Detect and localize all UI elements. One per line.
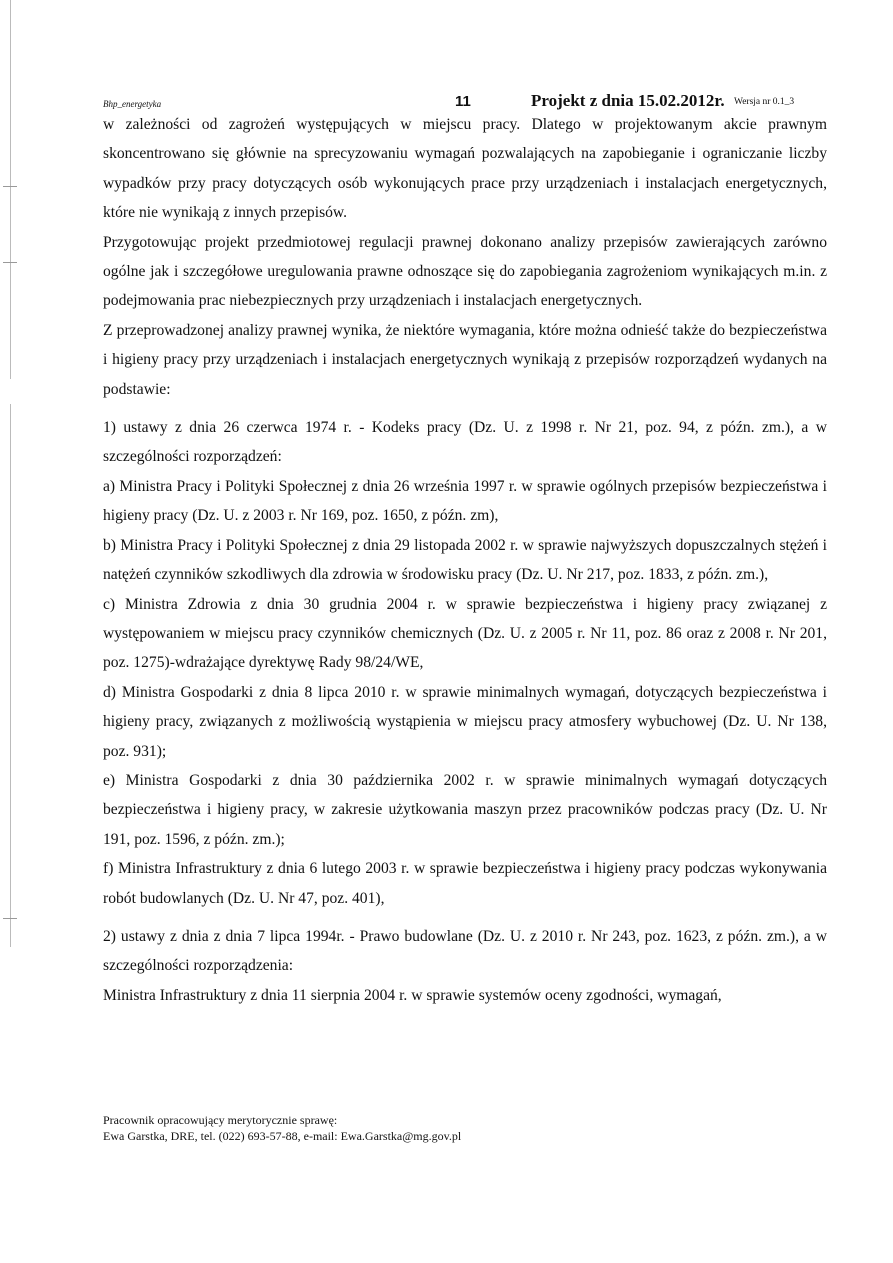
list-item: b) Ministra Pracy i Polityki Społecznej z dnia 29 listopada 2002 r. w sprawie najwyższych dopuszczalnych stężeń i natężeń czynników szkodliwych dla zdrowia w środowisku pracy (Dz. U. Nr 217, poz. 1833, z późn. zm.), — [103, 536, 827, 584]
list-item: d) Ministra Gospodarki z dnia 8 lipca 2010 r. w sprawie minimalnych wymagań, dotyczących bezpieczeństwa i higieny pracy, związanych z możliwością wystąpienia w miejscu pracy atmosfery wybuchowej (Dz. U. Nr 138, poz. 931); — [103, 683, 827, 760]
paragraph: Ministra Infrastruktury z dnia 11 sierpnia 2004 r. w sprawie systemów oceny zgodności, wymagań, — [103, 986, 722, 1004]
paragraph: w zależności od zagrożeń występujących w miejscu pracy. Dlatego w projektowanym akcie prawnym skoncentrowano się głównie na sprecyzowaniu wymagań pozwalających na zapobieganie i ograniczanie liczby wypadków przy pracy dotyczących osób wykonujących prace przy urządzeniach i instalacjach energetycznych, które nie wynikają z innych przepisów. — [103, 116, 827, 222]
list-item: 1) ustawy z dnia 26 czerwca 1974 r. - Kodeks pracy (Dz. U. z 1998 r. Nr 21, poz. 94, z późn. zm.), a w szczególności rozporządzeń: — [103, 419, 827, 466]
list-item: c) Ministra Zdrowia z dnia 30 grudnia 2004 r. w sprawie bezpieczeństwa i higieny pracy związanej z występowaniem w miejscu pracy czynników chemicznych (Dz. U. z 2005 r. Nr 11, poz. 86 oraz z 2008 r. Nr 201, poz. 1275)-wdrażające dyrektywę Rady 98/24/WE, — [103, 595, 827, 672]
page-header — [103, 93, 823, 111]
list-item: a) Ministra Pracy i Polityki Społecznej z dnia 26 września 1997 r. w sprawie ogólnych przepisów bezpieczeństwa i higieny pracy (Dz. U. z 2003 r. Nr 169, poz. 1650, z późn. zm), — [103, 477, 827, 525]
margin-tick — [3, 262, 17, 263]
page-footer — [103, 1112, 803, 1144]
header-version: Wersja nr 0.1_3 — [734, 97, 795, 107]
list-item: e) Ministra Gospodarki z dnia 30 października 2002 r. w sprawie minimalnych wymagań dotyczących bezpieczeństwa i higieny pracy, w zakresie użytkowania maszyn przez pracowników podczas pracy (Dz. U. Nr 191, poz. 1596, z późn. zm.); — [103, 771, 827, 848]
header-document-name: Bhp_energetyka — [103, 99, 162, 109]
page-number: 11 — [455, 93, 471, 110]
margin-tick — [3, 918, 17, 919]
document-body — [103, 110, 827, 1010]
paragraph: Z przeprowadzonej analizy prawnej wynika, że niektóre wymagania, które można odnieść także do bezpieczeństwa i higieny pracy przy urządzeniach i instalacjach energetycznych wynikają z przepisów rozporządzeń wydanych na podstawie: — [103, 321, 827, 398]
margin-tick — [3, 186, 17, 187]
paragraph: Przygotowując projekt przedmiotowej regulacji prawnej dokonano analizy przepisów zawierających zarówno ogólne jak i szczegółowe uregulowania prawne odnoszące się do zapobiegania zagrożeniom wynikających m.in. z podejmowania prac niebezpiecznych przy urządzeniach i instalacjach energetycznych. — [103, 233, 827, 310]
footer-author-contact: Ewa Garstka, DRE, tel. (022) 693-57-88, e-mail: Ewa.Garstka@mg.gov.pl — [103, 1129, 462, 1143]
binding-margin-line — [10, 0, 11, 1263]
list-item: 2) ustawy z dnia z dnia 7 lipca 1994r. - Prawo budowlane (Dz. U. z 2010 r. Nr 243, poz. 1623, z późn. zm.), a w szczególności rozporządzenia: — [103, 927, 827, 975]
footer-author-label: Pracownik opracowujący merytorycznie sprawę: — [103, 1113, 338, 1127]
header-project-date: Projekt z dnia 15.02.2012r. — [531, 91, 725, 110]
list-item: f) Ministra Infrastruktury z dnia 6 lutego 2003 r. w sprawie bezpieczeństwa i higieny pracy podczas wykonywania robót budowlanych (Dz. U. Nr 47, poz. 401), — [103, 860, 827, 907]
